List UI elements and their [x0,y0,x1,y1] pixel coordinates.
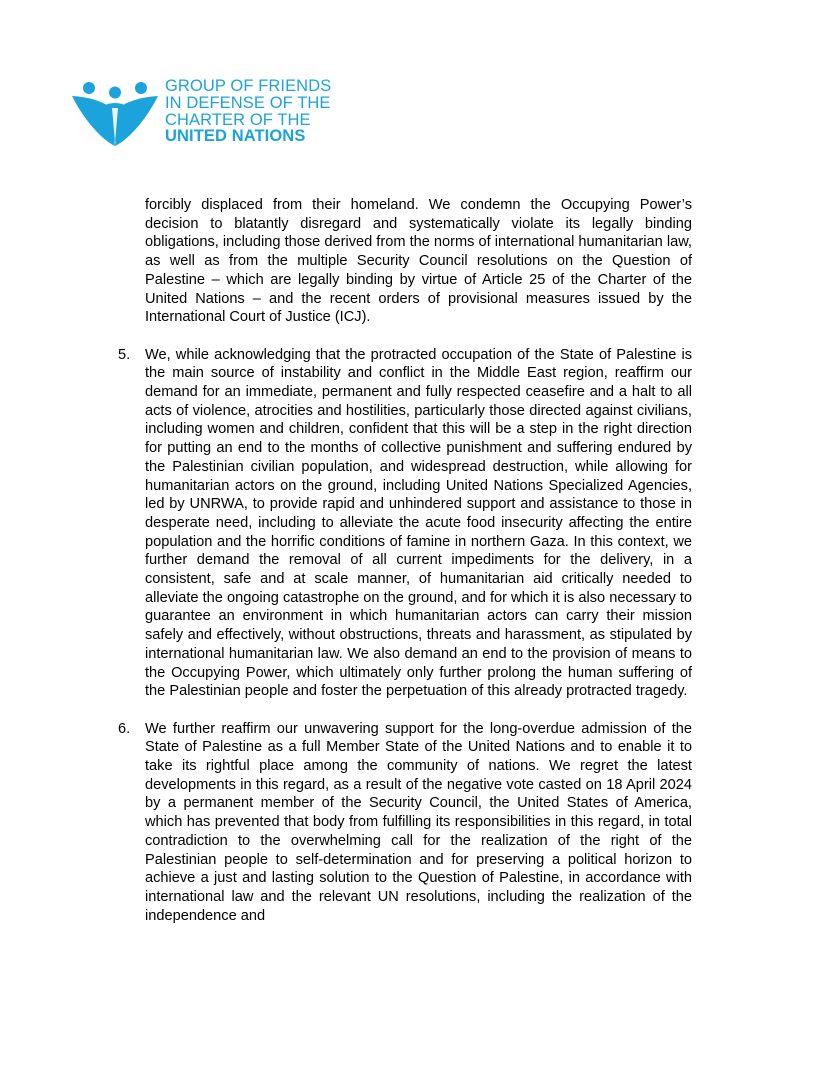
people-logo-icon [72,80,158,146]
organization-logo [72,78,362,148]
logo-line-1: GROUP OF FRIENDS [165,77,332,95]
logo-line-3: CHARTER OF THE [165,110,311,129]
paragraph-text: We, while acknowledging that the protracted occupation of the State of Palestine is the main source of instability and conflict in the Middle East region, reaffirm our demand for an immediate, permanent and fully respected ceasefire and a halt to all acts of violence, atrocities and hostilities, particularly those directed against civilians, including women and children, confident that this will be a step in the right direction for putting an end to the months of collective punishment and suffering endured by the Palestinian civilian population, and widespread destruction, while allowing for humanitarian actors on the ground, including United Nations Specialized Agencies, led by UNRWA, to provide rapid and unhindered support and assistance to those in desperate need, including to alleviate the acute food insecurity affecting the entire population and the horrific conditions of famine in northern Gaza. In this context, we further demand the removal of all current impediments for the delivery, in a consistent, safe and at scale manner, of humanitarian aid critically needed to alleviate the ongoing catastrophe on the ground, and for which it is also necessary to guarantee an environment in which humanitarian actors can carry their mission safely and effectively, without obstructions, threats and harassment, as stipulated by international humanitarian law. We also demand an end to the provision of means to the Occupying Power, which ultimately only further prolong the human suffering of the Palestinian people and foster the perpetuation of this already protracted tragedy. [145,346,692,700]
document-body [118,196,692,925]
paragraph-number: 5. [118,346,131,363]
paragraph-number: 6. [118,720,131,737]
logo-wordmark [165,78,331,145]
paragraph-text: We further reaffirm our unwavering support for the long-overdue admission of the State of Palestine as a full Member State of the United Nations and to enable it to take its rightful place among the community of nations. We regret the latest developments in this regard, as a result of the negative vote casted on 18 April 2024 by a permanent member of the Security Council, the United States of America, which has prevented that body from fulfilling its responsibilities in this regard, in total contradiction to the overwhelming call for the realization of the right of the Palestinian people to self-determination and for preserving a political horizon to achieve a just and lasting solution to the Question of Palestine, in accordance with international law and the relevant UN resolutions, including the realization of the independence and [145,720,692,924]
logo-line-4: UNITED NATIONS [165,127,306,146]
logo-line-2: IN DEFENSE OF THE [165,93,331,112]
numbered-paragraph-5 [118,346,692,701]
numbered-paragraph-6 [118,720,692,926]
continuation-paragraph: forcibly displaced from their homeland. We condemn the Occupying Power’s decision to blatantly disregard and systematically violate its legally binding obligations, including those derived from the norms of international humanitarian law, as well as from the multiple Security Council resolutions on the Question of Palestine – which are legally binding by virtue of Article 25 of the Charter of the United Nations – and the recent orders of provisional measures issued by the International Court of Justice (ICJ). [145,197,692,326]
